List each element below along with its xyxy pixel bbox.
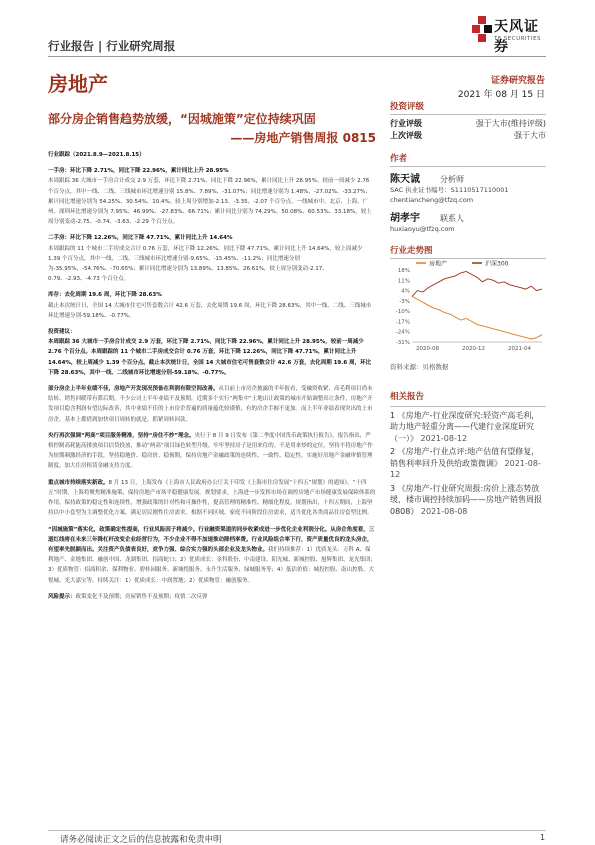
- report-category: 行业报告 | 行业研究周报: [48, 39, 176, 53]
- developer-text: 从目前上市房企披露的半年报看，受融资收紧、高毛利项目尚未结转、销售回暖带有滞后期，不少公司上半年业绩不及预期。近期多个实行“两集中”土地出让政策的城市开始调整出让条件，房地产开发项目隐含利润有望边际改善，其中业绩不佳的上市房企普遍的质量蕴化较谨慎，有的房企手握不更加。而上半年业绩表现突出的上市房企，基本上都借到加快项目周转的就是，抓紧周转回款。: [48, 386, 373, 423]
- related-title: 《房地产-行业深度研究:轻资产高毛利，助力地产轻重分离——代建行业深度研究（一）》: [390, 410, 540, 443]
- rating-value: 强于大市(维持评级): [475, 119, 546, 128]
- header-divider: [48, 56, 546, 57]
- analyst-cert: SAC 执业证书编号：S1110517110001: [390, 186, 509, 194]
- contact-role: 联系人: [440, 214, 464, 223]
- series-line-csi300: [412, 272, 542, 297]
- related-index: 1: [390, 410, 396, 420]
- rating-label: 行业评级: [390, 119, 422, 128]
- y-tick-label: -10%: [395, 309, 410, 316]
- industry-trend-chart: [390, 258, 546, 354]
- pboc-lead: 央行再次强调“两高”项目服务精准，坚持“房住不炒”理念。: [48, 432, 195, 439]
- risk-text: 政策变化不及预期；房屋销售不及预期；疫情二次反弹: [75, 593, 208, 600]
- legend-label: 房地产: [429, 260, 448, 268]
- report-body: [48, 150, 376, 608]
- new-home-heading: 一手房：环比下降 2.71%，同比下降 22.96%，累计同比上升 28.95%: [48, 168, 229, 175]
- report-type: 证券研究报告: [490, 76, 545, 86]
- related-date: 2021-08-12: [390, 458, 541, 479]
- rating-heading: 投资评级: [390, 100, 546, 115]
- related-index: 2: [390, 447, 396, 456]
- related-report-item[interactable]: [390, 410, 546, 445]
- contact-name: 胡孝宇: [390, 213, 420, 224]
- report-date: 2021 年 08 月 15 日: [457, 90, 545, 100]
- author-heading: 作者: [390, 152, 546, 167]
- x-tick-label: 2020-08: [416, 346, 439, 352]
- second-hand-heading: 二手房：环比下降 12.26%，同比下降 47.71%，累计同比上升 14.64%: [48, 235, 233, 242]
- sidebar: [390, 100, 546, 262]
- report-headline: 部分房企销售趋势放缓，“因城施策”定位持续巩固: [48, 112, 316, 126]
- related-title: 《房地产-行业点评:地产估值有望修复，销售利率回升及供给政策微调》: [390, 447, 540, 468]
- related-date: 2021-08-12: [420, 433, 468, 443]
- x-tick-label: 2020-12: [462, 346, 485, 352]
- prev-rating-value: 强于大市: [514, 131, 546, 140]
- contact-email[interactable]: huxiaoyu@tfzq.com: [390, 225, 455, 233]
- related-report-item[interactable]: [390, 446, 546, 481]
- industry-title: 房地产: [48, 72, 108, 96]
- related-index: 3: [390, 483, 396, 493]
- pboc-text: 央行于 8 月 9 日发布《第二季度中国货币政策执行报告》。报告指出，严格控制高耗能高排放项目信贷投放，推动“两高”项目绿色转型升级。牢牢坚持房子是用来住的、不是用来炒的定位，坚持不将房地产作为短期刺激经济的手段，坚持稳地价、稳房价、稳预期，保持房地产金融政策的连续性、一致性、稳定性，实施好房地产金融审慎管理制度，加大住房租赁金融支持力度。: [48, 432, 373, 470]
- investment-heading: 投资建议：: [48, 329, 76, 336]
- footer-disclaimer: 请务必阅读正文之后的信息披露和免责申明: [60, 835, 222, 845]
- related-heading: 相关报告: [390, 392, 546, 407]
- analyst-email[interactable]: chentiancheng@tfzq.com: [390, 196, 474, 204]
- inventory-heading: 库存：去化周期 19.6 周，环比下降 28.63%: [48, 292, 162, 299]
- prev-rating-label: 上次评级: [390, 131, 422, 140]
- y-tick-label: -3%: [399, 298, 410, 305]
- y-tick-label: 4%: [401, 288, 410, 295]
- trend-heading: 行业走势图: [390, 244, 546, 259]
- report-series: ——房地产销售周报 0815: [230, 131, 376, 145]
- related-date: 2021-08-08: [420, 506, 468, 516]
- developer-lead: 部分房企上半年业绩不佳，房地产开发现况预备在利润有限空间改善。: [48, 386, 219, 393]
- logo-mark-icon: [472, 16, 492, 42]
- series-line-real-estate: [412, 296, 542, 339]
- recommend-lead: “因城施策”落实化，政策确定性提高，行业风险因子将减少。行业融资渠道的同步收紧成进一步优化企业利润分化。从房企角度看，三道红线将在未来三年降杠杆改变企业经营行为，不少企业不得不加速推动降档率费。行业风险组合率下行，资产质量优良的龙头房企，有望率先脱颖而出。关注资产负债表良好，竞争力强、综合实力强的头部企业及龙头物业。: [48, 526, 375, 553]
- x-tick-label: 2021-04: [508, 346, 531, 352]
- y-tick-label: 18%: [397, 268, 410, 274]
- y-tick-label: -17%: [395, 319, 410, 326]
- y-tick-label: 11%: [397, 278, 410, 285]
- analyst-role: 分析师: [440, 175, 464, 184]
- analyst-name: 陈天诚: [390, 174, 420, 185]
- page-number: 1: [540, 833, 546, 842]
- city-policy-text: 8 月 13 日，上海发布《上海市人民政府办公厅关于印发《上海市住房发展“十四五”规划》的通知》。“十四五”时期，上海将聚焦精准施策、保持房地产市场平稳健康发展。规划要求，上海进一步发挥市场在调控房地产市场健康发展保障体系的作用，保持政策的稳定性和连续性，增强政策的针对性和可操作性，提高管理的精准性、精细化程度。规划指出，十四五期间，上海坚持以中小套型为主调整优化方案，满足居民刚性住房需求。根据不同区域、家庭不同阶段住房需求，适当优化各类商品住房套型比例。: [48, 479, 376, 517]
- second-hand-text: 本周跟踪的 11 个城市二手房成交合计 0.76 万套，环比下降 12.26%，同比下降 47.71%，累计同比上升 14.64%，较上周减少 1.39 个百分点，其中一线、二线、三线城市环比增速分别-9.65%、-15.45%、-11.2%；同比增速分别为-35.95%、-54.76%、-70.65%；累计同比增速分别为 13.89%、13.85%、26.61%，较上周分别变动-2.17、0.79、-2.93、-4.73 个百分点。: [48, 245, 363, 283]
- related-reports: [390, 392, 546, 519]
- investment-text: 本周跟踪 36 大城市一手房合计成交 2.9 万套，环比下降 2.71%，同比下降 22.96%，累计同比上升 28.95%，较前一周减少 2.76 个百分点。本周跟踪的 11 个城市二手房成交合计 0.76 万套，环比下降 12.26%，同比下降 47.71%，累计同比上升 14.64%，较上周减少 1.39 个百分点。截止本次统计日，全国 14 大城市住宅可售套数合计 42.6 万套，去化周期 19.6 周，环比下降 28.63%，其中一线、二线城市环比增速分别-59.18%、-0.77%。: [48, 339, 372, 376]
- logo-subtext: TF SECURITIES: [494, 36, 541, 42]
- logo-text: 天风证券: [494, 19, 539, 55]
- y-tick-label: -24%: [395, 329, 410, 336]
- risk-heading: 风险提示：: [48, 593, 76, 600]
- chart-source: 资料来源：贝格数据: [390, 363, 449, 371]
- related-report-item[interactable]: [390, 483, 546, 518]
- tracking-period: 行业跟踪（2021.8.9—2021.8.15）: [48, 152, 145, 158]
- footer-divider: [48, 830, 546, 831]
- y-tick-label: -31%: [395, 340, 410, 346]
- city-policy-lead: 重点城市持续落实新政。: [48, 479, 109, 486]
- related-title: 《房地产-行业研究周报:房价上涨态势放缓，楼市调控持续加码——房地产销售周报 0808》: [390, 483, 542, 516]
- recommend-text: 我们持续推荐：1）优质龙头：万科 A、保利地产、金地集团、融创中国、龙湖集团、招商蛇口；2）优质成长：金科股份、中南建设、阳光城、新城控股、旭辉集团、龙光集团；3）优质物管：招商积余、保利物业、碧桂园服务、新城悦服务、永升生活服务、绿城服务等；4）低估价值：城投控股、南山控股、大悦城、光大嘉宝等，持续关注：1）优质成长：中润置地；2）优质物管：融创服务。: [48, 546, 377, 584]
- legend-label: 沪深300: [485, 260, 509, 268]
- new-home-text: 本周跟踪 36 大城市一手房合计成交 2.9 万套，环比下降 2.71%，同比下降 22.96%，累计同比上升 28.95%。较前一周减少 2.76 个百分点，其中一线、二线、三线城市环比增速分别 15.8%、7.89%、-31.07%；同比增速分别为 1.48%、-27.02%、-33.27%；累计同比增速分别为 54.25%、30.54%、10.4%。较上周分别增加-2.13、-3.35、-2.07 个百分点。一线城市中，北京、上海、广州、深圳环比增速分别为 7.95%、46.99%、-27.83%、66.71%；累计同比分别为 74.29%、50.08%、60.53%、33.18%，较上周分别变动-2.75、-0.74、-3.63、-2.29 个百分点。: [48, 178, 372, 226]
- inventory-text: 截止本次统计日，全国 14 大城市住宅可售套数合计 42.6 万套，去化周期 19.6 周，环比下降 28.63%，其中一线、二线、三线城市环比增速分别-59.18%、-0.77%。: [48, 302, 372, 319]
- company-logo: [470, 14, 550, 55]
